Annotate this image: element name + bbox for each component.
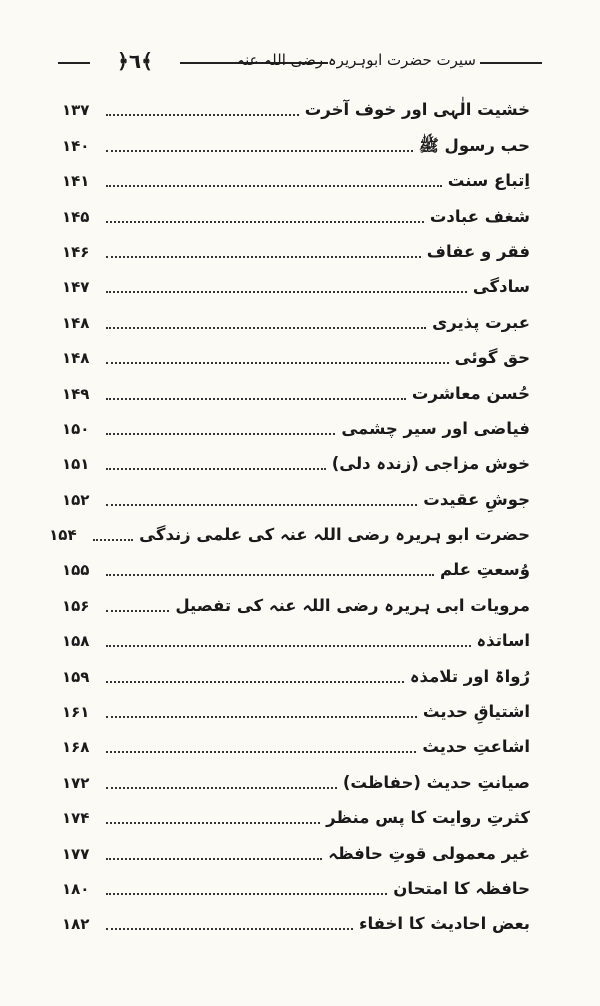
toc-entry-title: بعض احادیث کا اخفاء xyxy=(359,914,530,934)
toc-entry-title: اشاعتِ حدیث xyxy=(422,737,530,757)
toc-entry-title: اشتیاقِ حدیث xyxy=(422,702,530,722)
toc-entry-page: ۱۷۴ xyxy=(62,809,90,828)
dot-leader xyxy=(106,893,387,895)
toc-entry xyxy=(62,728,530,763)
toc-entry-title: صیانتِ حدیث (حفاظت) xyxy=(342,772,530,792)
toc-entry-page: ۱۵۹ xyxy=(62,667,90,686)
dot-leader xyxy=(106,610,169,612)
toc-entry xyxy=(49,516,530,551)
toc-entry xyxy=(62,126,530,161)
dot-leader xyxy=(106,681,404,683)
dot-leader xyxy=(106,150,413,152)
toc-entry-title: حب رسول ﷺ xyxy=(418,135,530,155)
toc-entry xyxy=(62,586,530,621)
toc-entry-title: حُسن معاشرت xyxy=(411,383,530,403)
dot-leader xyxy=(106,291,467,293)
toc-entry-page: ۱۴۸ xyxy=(62,349,90,368)
toc-entry-page: ۱۵۵ xyxy=(62,561,90,580)
toc-entry xyxy=(62,905,530,940)
toc-entry-title: خشیت الٰہی اور خوف آخرت xyxy=(304,100,530,120)
dot-leader xyxy=(106,256,421,258)
toc-entry xyxy=(62,480,530,515)
toc-entry-page: ۱۶۱ xyxy=(62,703,90,722)
toc-entry-title: حضرت ابو ہریرہ رضی اللہ عنہ کی علمی زندگی xyxy=(139,525,530,545)
dot-leader xyxy=(106,398,406,400)
toc-entry xyxy=(62,91,530,126)
dot-leader xyxy=(106,327,426,329)
dot-leader xyxy=(106,185,442,187)
toc-entry-page: ۱۵۸ xyxy=(62,632,90,651)
toc-entry-page: ۱۴۸ xyxy=(62,313,90,332)
toc-entry xyxy=(62,834,530,869)
toc-entry-page: ۱۷۲ xyxy=(62,773,90,792)
toc-entry-title: عبرت پذیری xyxy=(432,312,530,332)
toc-entry xyxy=(62,870,530,905)
toc-entry xyxy=(62,197,530,232)
toc-entry-title: مرویات ابی ہریرہ رضی اللہ عنہ کی تفصیل xyxy=(175,595,530,615)
dot-leader xyxy=(106,362,449,364)
toc-entry-title: خوش مزاجی (زندہ دلی) xyxy=(331,454,530,474)
toc-entry-title: سادگی xyxy=(472,277,530,297)
dot-leader xyxy=(106,928,353,930)
table-of-contents xyxy=(49,91,530,940)
toc-entry-page: ۱۴۷ xyxy=(62,278,90,297)
toc-entry-page: ۱۶۸ xyxy=(62,738,90,757)
toc-entry-title: فیاضی اور سیر چشمی xyxy=(341,418,530,438)
dot-leader xyxy=(106,716,417,718)
running-header xyxy=(58,38,542,78)
toc-entry-page: ۱۵۶ xyxy=(62,596,90,615)
toc-entry xyxy=(62,622,530,657)
toc-entry-page: ۱۵۱ xyxy=(62,455,90,474)
toc-entry-title: اِتباع سنت xyxy=(447,171,530,191)
toc-entry-page: ۱۷۷ xyxy=(62,844,90,863)
dot-leader xyxy=(93,539,133,541)
dot-leader xyxy=(106,822,320,824)
toc-entry-title: رُواۃ اور تلامذہ xyxy=(409,666,530,686)
dot-leader xyxy=(106,645,471,647)
toc-entry-page: ۱۴۱ xyxy=(62,172,90,191)
toc-entry-page: ۱۴۶ xyxy=(62,242,90,261)
dot-leader xyxy=(106,433,335,435)
page-number: ﴿٦﴾ xyxy=(117,49,153,73)
dot-leader xyxy=(106,504,417,506)
toc-entry-page: ۱۸۲ xyxy=(62,915,90,934)
dot-leader xyxy=(106,221,424,223)
toc-entry-page: ۱۴۰ xyxy=(62,136,90,155)
dot-leader xyxy=(106,787,337,789)
toc-entry-page: ۱۴۵ xyxy=(62,207,90,226)
toc-entry-title: شغف عبادت xyxy=(429,206,530,226)
toc-entry xyxy=(62,233,530,268)
dot-leader xyxy=(106,468,326,470)
toc-entry xyxy=(62,799,530,834)
toc-entry-title: کثرتِ روایت کا پس منظر xyxy=(326,808,530,828)
toc-entry xyxy=(62,410,530,445)
toc-entry-title: حق گوئی xyxy=(454,348,530,368)
toc-entry-title: فقر و عفاف xyxy=(426,241,530,261)
toc-entry-page: ۱۵۴ xyxy=(49,526,77,545)
toc-entry-title: حافظہ کا امتحان xyxy=(393,878,530,898)
toc-entry xyxy=(62,445,530,480)
toc-entry xyxy=(62,551,530,586)
toc-entry-title: اساتذہ xyxy=(476,631,530,651)
toc-entry-page: ۱۴۹ xyxy=(62,384,90,403)
toc-entry-title: جوشِ عقیدت xyxy=(423,489,530,509)
toc-entry-page: ۱۵۰ xyxy=(62,419,90,438)
toc-entry xyxy=(62,374,530,409)
toc-entry-title: غیر معمولی قوتِ حافظہ xyxy=(328,843,530,863)
dot-leader xyxy=(106,574,434,576)
toc-entry-page: ۱۳۷ xyxy=(62,101,90,120)
toc-entry-page: ۱۸۰ xyxy=(62,879,90,898)
toc-entry xyxy=(62,657,530,692)
toc-entry xyxy=(62,303,530,338)
toc-entry xyxy=(62,339,530,374)
toc-entry xyxy=(62,763,530,798)
toc-entry-title: وُسعتِ علم xyxy=(440,560,530,580)
dot-leader xyxy=(106,751,416,753)
header-rule-left xyxy=(58,62,90,64)
running-title: سیرت حضرت ابوہریرہ رضی اللہ عنہ xyxy=(236,51,476,69)
toc-entry xyxy=(62,693,530,728)
toc-entry xyxy=(62,268,530,303)
toc-entry-page: ۱۵۲ xyxy=(62,490,90,509)
toc-entry xyxy=(62,162,530,197)
header-rule-right xyxy=(480,62,542,64)
dot-leader xyxy=(106,114,299,116)
dot-leader xyxy=(106,858,322,860)
